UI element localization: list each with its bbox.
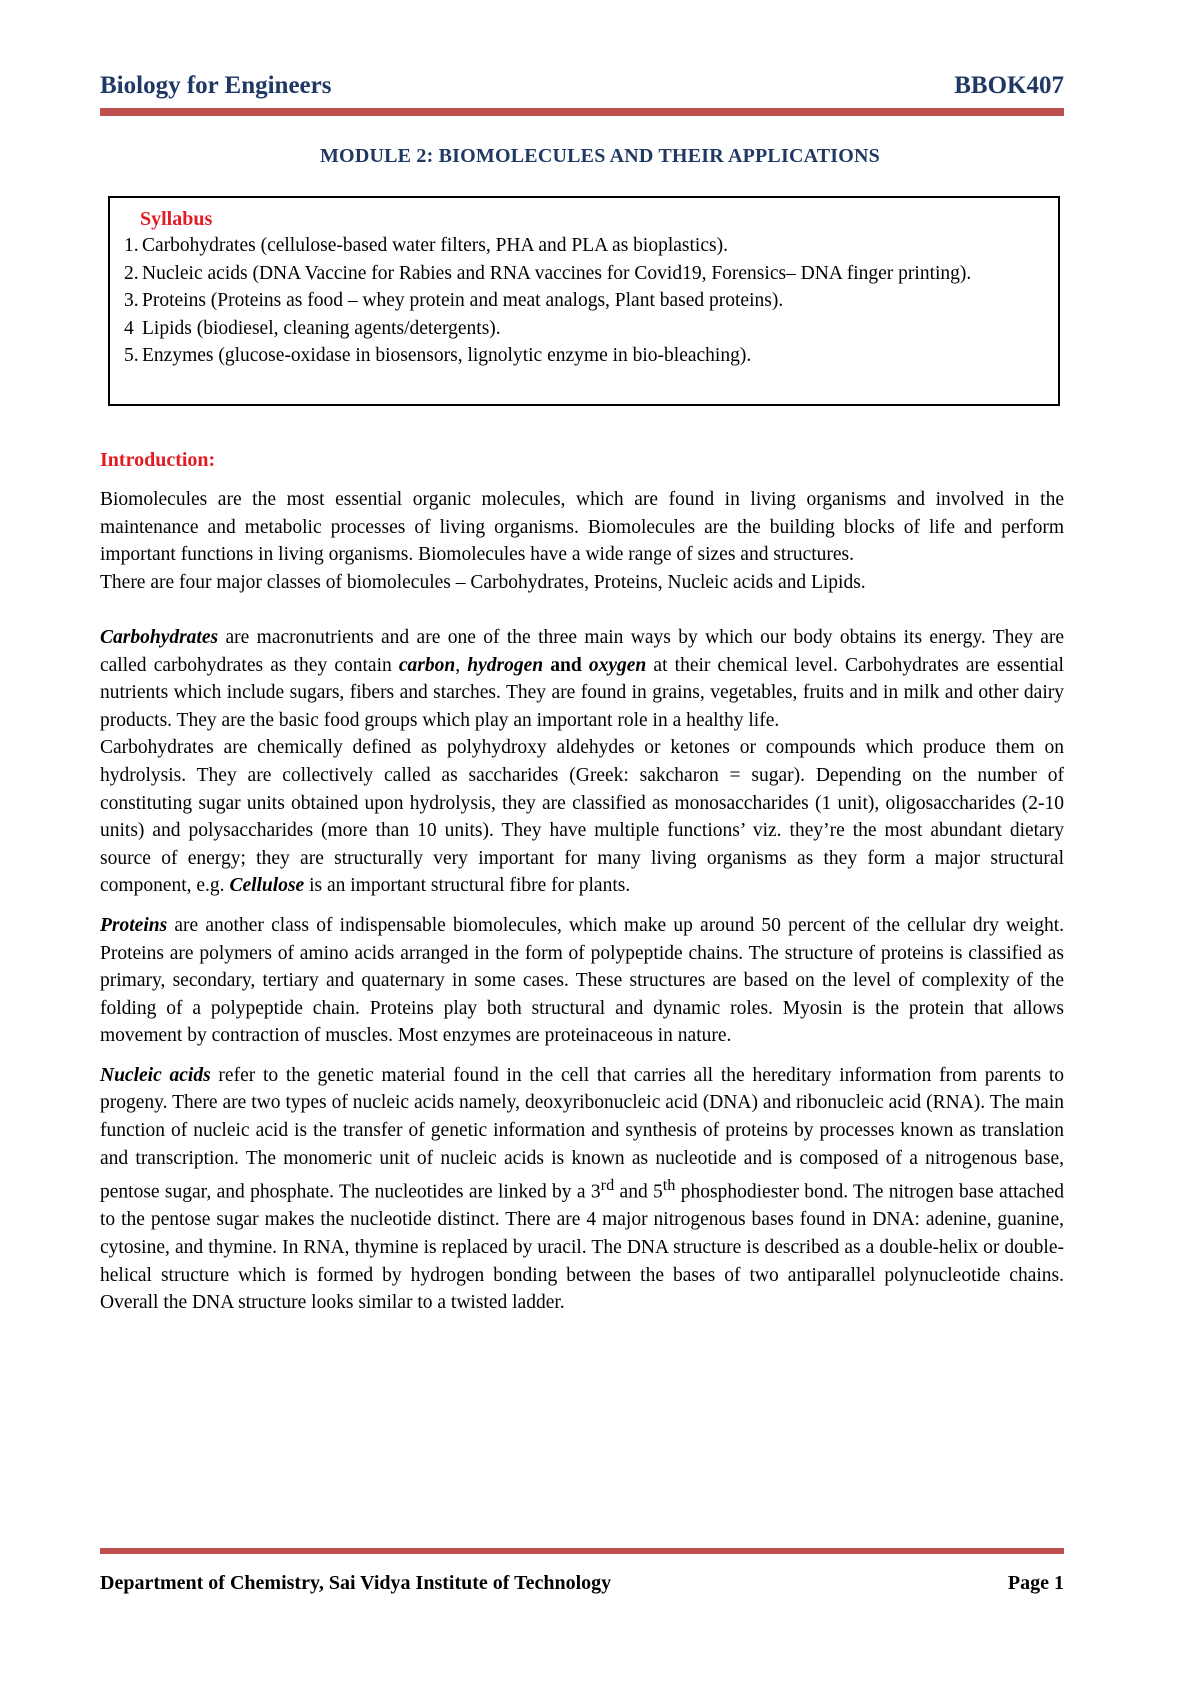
carbohydrates-text-continued: at their chemical level. Carbohydrates are essential nutrients which include sugars, fibers and starches. They are found in grains, vegetables, fruits and in milk and other dairy products. They are the basic food groups which play an important role in a healthy life.: [100, 654, 1064, 731]
nucleic-acids-text-and: and 5: [614, 1181, 663, 1203]
carbohydrates-paragraph: [100, 624, 1064, 734]
syllabus-item-number: 1.: [124, 235, 139, 256]
syllabus-item: [124, 315, 1044, 343]
proteins-term: Proteins: [100, 914, 168, 936]
page-number: Page 1: [1007, 1572, 1064, 1594]
proteins-text: are another class of indispensable biomolecules, which make up around 50 percent of the cellular dry weight. Proteins are polymers of amino acids arranged in the form of polypeptide chains. The structure of proteins is classified as primary, secondary, tertiary and quaternary in some cases. These structures are based on the level of complexity of the folding of a polypeptide chain. Proteins play both structural and dynamic roles. Myosin is the protein that allows movement by contraction of muscles. Most enzymes are proteinaceous in nature.: [100, 914, 1064, 1047]
superscript-rd: rd: [600, 1176, 615, 1195]
hydrogen-term: hydrogen: [467, 654, 544, 676]
syllabus-item-text: Carbohydrates (cellulose-based water filters, PHA and PLA as bioplastics).: [142, 235, 728, 256]
syllabus-item-number: 3.: [124, 290, 139, 311]
footer-divider: [100, 1548, 1064, 1554]
nucleic-acids-paragraph: [100, 1062, 1064, 1317]
syllabus-list: [124, 232, 1044, 370]
carbon-term: carbon: [398, 654, 456, 676]
syllabus-item: [124, 342, 1044, 370]
syllabus-box: [108, 196, 1060, 406]
syllabus-item-number: 4: [124, 317, 134, 339]
carbohydrates-term: Carbohydrates: [100, 626, 219, 648]
course-code: BBOK407: [954, 72, 1064, 99]
proteins-paragraph: [100, 912, 1064, 1050]
syllabus-item: [124, 287, 1044, 315]
syllabus-item: [124, 260, 1044, 288]
introduction-paragraph: Biomolecules are the most essential organic molecules, which are found in living organisms and involved in the maintenance and metabolic processes of living organisms. Biomolecules are the building blocks of life and perform important functions in living organisms. Biomolecules have a wide range of sizes and structures.: [100, 489, 1064, 566]
oxygen-term: oxygen: [588, 654, 647, 676]
comma-text: ,: [455, 654, 468, 676]
header-divider: [100, 108, 1064, 116]
superscript-th: th: [662, 1176, 676, 1195]
department-name: Department of Chemistry, Sai Vidya Institute of Technology: [100, 1572, 612, 1594]
main-content: [100, 446, 1064, 1317]
introduction-paragraph-classes: There are four major classes of biomolecules – Carbohydrates, Proteins, Nucleic acids and Lipids.: [100, 571, 866, 593]
carbohydrates-definition-end: is an important structural fibre for plants.: [304, 875, 631, 897]
syllabus-item-number: 2.: [124, 262, 139, 284]
nucleic-acids-text-continued: phosphodiester bond. The nitrogen base attached to the pentose sugar makes the nucleotide distinct. There are 4 major nitrogenous bases found in DNA: adenine, guanine, cytosine, and thymine. In RNA, thymine is replaced by uracil. The DNA structure is described as a double-helix or double-helical structure which is formed by hydrogen bonding between the bases of two antiparallel polynucleotide chains. Overall the DNA structure looks similar to a twisted ladder.: [100, 1181, 1064, 1314]
introduction-heading: Introduction:: [100, 449, 216, 471]
carbohydrates-text: are macronutrients and are one of the three main ways by which our body obtains its energy. They are called carbohydrates as they contain: [100, 626, 1064, 676]
syllabus-item-text: Lipids (biodiesel, cleaning agents/detergents).: [142, 317, 501, 339]
nucleic-acids-term: Nucleic acids: [100, 1064, 211, 1086]
syllabus-item-text: Proteins (Proteins as food – whey protein and meat analogs, Plant based proteins).: [142, 290, 784, 311]
cellulose-term: Cellulose: [229, 875, 305, 897]
syllabus-item-number: 5.: [124, 345, 139, 366]
syllabus-title: Syllabus: [140, 208, 213, 230]
syllabus-item-text: Enzymes (glucose-oxidase in biosensors, lignolytic enzyme in bio-bleaching).: [142, 345, 752, 366]
carbohydrates-definition-text: Carbohydrates are chemically defined as polyhydroxy aldehydes or ketones or compounds which produce them on hydrolysis. They are collectively called as saccharides (Greek: sakcharon = sugar). Depending on the number of constituting sugar units obtained upon hydrolysis, they are classified as monosaccharides (1 unit), oligosaccharides (2-10 units) and polysaccharides (more than 10 units). They have multiple functions’ viz. they’re the most abundant dietary source of energy; they are structurally very important for many living organisms as they form a major structural component, e.g.: [100, 737, 1064, 897]
syllabus-item-text: Nucleic acids (DNA Vaccine for Rabies and RNA vaccines for Covid19, Forensics– DNA finger printing).: [142, 262, 972, 284]
course-title: Biology for Engineers: [100, 72, 332, 99]
and-text: and: [543, 654, 589, 676]
page-footer: [100, 1572, 1064, 1602]
carbohydrates-definition-paragraph: [100, 734, 1064, 900]
module-title: MODULE 2: BIOMOLECULES AND THEIR APPLICATIONS: [319, 145, 880, 167]
nucleic-acids-text: refer to the genetic material found in the cell that carries all the hereditary information from parents to progeny. There are two types of nucleic acids namely, deoxyribonucleic acid (DNA) and ribonucleic acid (RNA). The main function of nucleic acid is the transfer of genetic information and synthesis of proteins by processes known as translation and transcription. The monomeric unit of nucleic acids is known as nucleotide and is composed of a nitrogenous base, pentose sugar, and phosphate. The nucleotides are linked by a 3: [100, 1064, 1064, 1203]
syllabus-item: [124, 232, 1044, 260]
page-header: [100, 72, 1064, 112]
